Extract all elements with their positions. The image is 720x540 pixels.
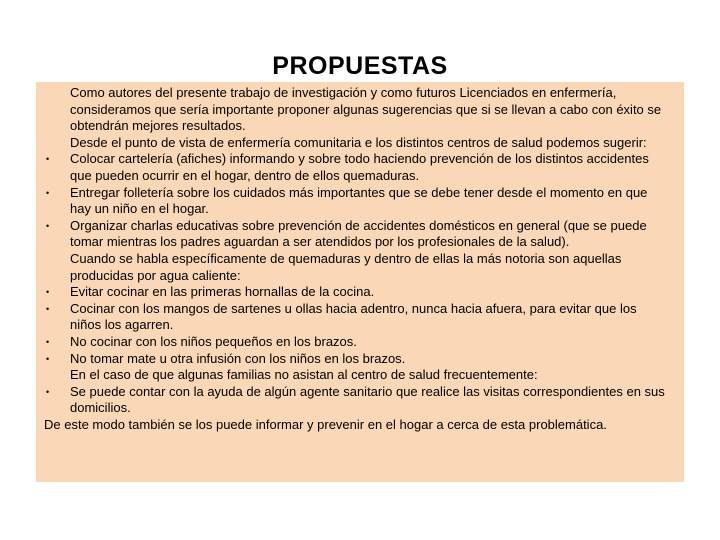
bullet-icon: •	[46, 220, 50, 231]
list-item-text: Organizar charlas educativas sobre prevención de accidentes domésticos en general (que se puede tomar mientras los padres aguardan a ser atendidos por los profesionales de la salud).	[70, 217, 647, 250]
list-item-text: No cocinar con los niños pequeños en los brazos.	[70, 333, 357, 349]
list-item-text: Evitar cocinar en las primeras hornallas de la cocina.	[70, 284, 375, 300]
list-item	[36, 151, 684, 184]
bullet-icon: •	[46, 187, 50, 198]
list-item	[36, 384, 684, 417]
list-item-text: Cocinar con los mangos de sartenes u ollas hacia adentro, nunca hacia afuera, para evitar que los niños los agarren.	[70, 300, 637, 333]
slide-title: PROPUESTAS	[272, 52, 448, 80]
burns-list	[36, 284, 684, 367]
section-community-intro: Desde el punto de vista de enfermería comunitaria e los distintos centros de salud podemos sugerir:	[70, 134, 647, 150]
list-item-text: No tomar mate u otra infusión con los niños en los brazos.	[70, 350, 406, 366]
list-item	[36, 185, 684, 218]
list-item	[36, 351, 684, 368]
section-burns-intro: Cuando se habla específicamente de quemaduras y dentro de ellas la más notoria son aquellas producidas por agua caliente:	[70, 250, 622, 283]
list-item	[36, 284, 684, 301]
list-item-text: Entregar folletería sobre los cuidados más importantes que se debe tener desde el momento en que hay un niño en el hogar.	[70, 184, 648, 217]
conclusion-paragraph: De este modo también se los puede informar y prevenir en el hogar a cerca de esta problemática.	[44, 416, 607, 432]
bullet-icon: •	[46, 287, 50, 298]
list-item	[36, 301, 684, 334]
bullet-icon: •	[46, 386, 50, 397]
list-item	[36, 334, 684, 351]
bullet-icon: •	[46, 303, 50, 314]
bullet-icon: •	[46, 154, 50, 165]
bullet-icon: •	[46, 336, 50, 347]
intro-paragraph: Como autores del presente trabajo de investigación y como futuros Licenciados en enfermería, consideramos que sería importante proponer algunas sugerencias que si se llevan a cabo con éxito se obtendrán mejores resultados.	[70, 85, 662, 134]
content-box	[36, 82, 684, 482]
community-list	[36, 151, 684, 251]
bullet-icon: •	[46, 353, 50, 364]
list-item-text: Colocar cartelería (afiches) informando y sobre todo haciendo prevención de los distintos accidentes que pueden ocurrir en el hogar, dentro de ellos quemaduras.	[70, 151, 649, 183]
list-item	[36, 218, 684, 251]
list-item-text: Se puede contar con la ayuda de algún agente sanitario que realice las visitas correspondientes en sus domicilios.	[70, 383, 665, 416]
section-visits-intro: En el caso de que algunas familias no asistan al centro de salud frecuentemente:	[70, 367, 538, 383]
visits-list	[36, 384, 684, 417]
